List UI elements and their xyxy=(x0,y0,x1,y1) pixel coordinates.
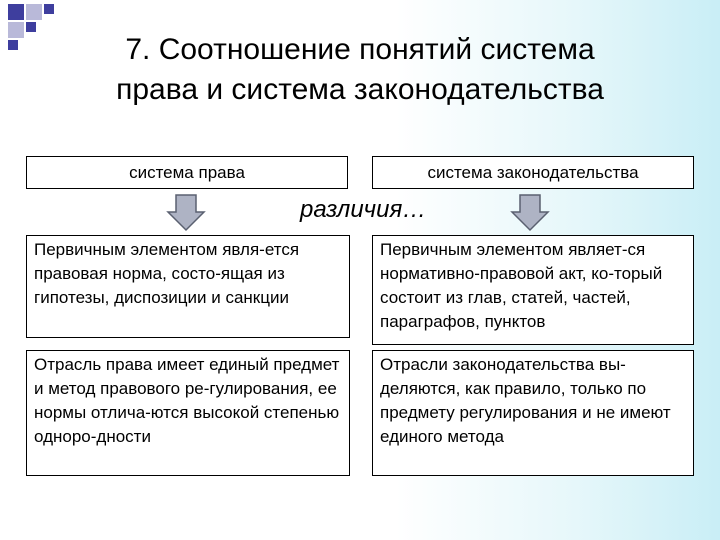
slide-title: 7. Соотношение понятий система права и система законодательства xyxy=(116,33,604,106)
right-branch-text: Отрасли законодательства вы-деляются, как правило, только по предмету регулирования и не имеют единого метода xyxy=(380,355,671,446)
decor-square xyxy=(8,4,24,20)
right-header-label: система законодательства xyxy=(427,163,639,182)
decor-square xyxy=(8,22,24,38)
right-primary-element-box xyxy=(372,235,694,345)
left-primary-element-text: Первичным элементом явля-ется правовая норма, состо-ящая из гипотезы, диспозиции и санкции xyxy=(34,240,300,307)
down-arrow-icon xyxy=(510,194,550,232)
left-branch-text: Отрасль права имеет единый предмет и метод правового ре-гулирования, ее нормы отлича-ются высокой степенью одноро-дности xyxy=(34,355,340,446)
left-primary-element-box xyxy=(26,235,350,338)
decor-square xyxy=(44,4,54,14)
right-branch-box xyxy=(372,350,694,476)
left-header-label: система права xyxy=(129,163,245,182)
decor-square xyxy=(8,40,18,50)
decor-square xyxy=(26,4,42,20)
right-primary-element-text: Первичным элементом являет-ся нормативно-правовой акт, ко-торый состоит из глав, статей, частей, параграфов, пунктов xyxy=(380,240,663,331)
left-header-box xyxy=(26,156,348,189)
differences-label: различия… xyxy=(300,196,427,223)
down-arrow-icon xyxy=(166,194,206,232)
left-branch-box xyxy=(26,350,350,476)
right-header-box xyxy=(372,156,694,189)
decor-square xyxy=(26,22,36,32)
